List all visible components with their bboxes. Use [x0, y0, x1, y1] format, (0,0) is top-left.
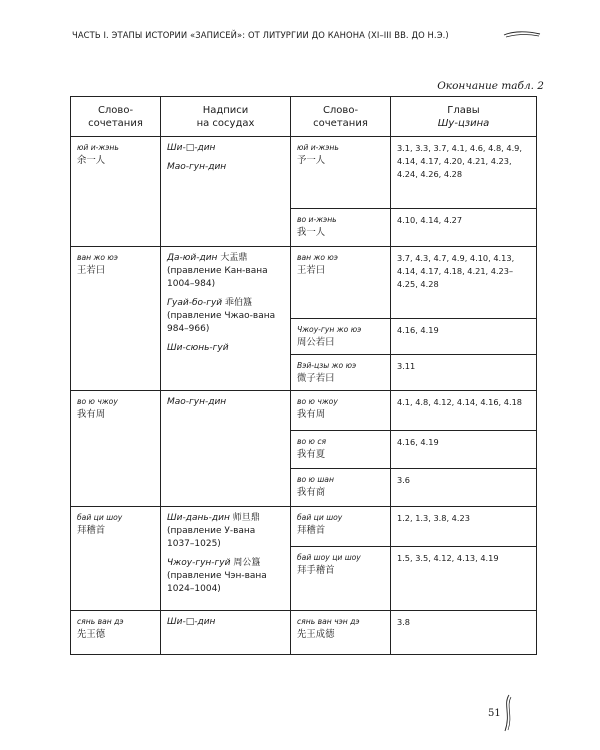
table-row: [71, 391, 537, 431]
page-flourish-icon: [501, 694, 513, 732]
phrase-cell: во ю чжоу 我有周: [71, 391, 161, 507]
chapters-cell: 3.6: [391, 469, 537, 507]
sub-phrase-cell: во ю чжоу 我有周: [291, 391, 391, 431]
comparison-table: [70, 96, 537, 655]
chapters-cell: 1.2, 1.3, 3.8, 4.23: [391, 507, 537, 547]
table-row: [71, 611, 537, 655]
table-row: [71, 507, 537, 547]
table-caption: Окончание табл. 2: [437, 80, 544, 92]
vessel-cell: Ши-дань-дин 师旦鼎 (правление У-вана 1037–1025) Чжоу-гун-гуй 周公簋 (правление Чэн-вана 1024–1004): [161, 507, 291, 611]
chapters-cell: 3.11: [391, 355, 537, 391]
chapters-cell: 1.5, 3.5, 4.12, 4.13, 4.19: [391, 547, 537, 611]
running-header: [72, 30, 542, 46]
sub-phrase-cell: бай шоу ци шоу 拜手稽首: [291, 547, 391, 611]
vessel-cell: Мао-гун-дин: [161, 391, 291, 507]
page-number: 51: [488, 708, 501, 719]
header-vessel-inscriptions: Надписи на сосудах: [161, 97, 291, 137]
sub-phrase-cell: юй и-жэнь 予一人: [291, 137, 391, 209]
phrase-cell: ван жо юэ 王若曰: [71, 247, 161, 391]
table-row: [71, 137, 537, 209]
sub-phrase-cell: ван жо юэ 王若曰: [291, 247, 391, 319]
vessel-cell: Ши-□-дин Мао-гун-дин: [161, 137, 291, 247]
vessel-cell: Ши-□-дин: [161, 611, 291, 655]
header-phrases-shujing: Слово- сочетания: [291, 97, 391, 137]
chapters-cell: 4.1, 4.8, 4.12, 4.14, 4.16, 4.18: [391, 391, 537, 431]
swash-ornament-icon: [503, 30, 541, 40]
chapters-cell: 4.10, 4.14, 4.27: [391, 209, 537, 247]
sub-phrase-cell: Вэй-цзы жо юэ 微子若曰: [291, 355, 391, 391]
header-phrases: Слово- сочетания: [71, 97, 161, 137]
sub-phrase-cell: во ю шан 我有商: [291, 469, 391, 507]
phrase-cell: юй и-жэнь 余一人: [71, 137, 161, 247]
header-shujing-chapters: Главы Шу-цзина: [391, 97, 537, 137]
sub-phrase-cell: Чжоу-гун жо юэ 周公若曰: [291, 319, 391, 355]
sub-phrase-cell: бай ци шоу 拜稽首: [291, 507, 391, 547]
table-row: [71, 247, 537, 319]
sub-phrase-cell: во ю ся 我有夏: [291, 431, 391, 469]
table-header-row: [71, 97, 537, 137]
chapters-cell: 4.16, 4.19: [391, 431, 537, 469]
sub-phrase-cell: сянь ван чэн дэ 先王成德: [291, 611, 391, 655]
sub-phrase-cell: во и-жэнь 我一人: [291, 209, 391, 247]
chapters-cell: 3.1, 3.3, 3.7, 4.1, 4.6, 4.8, 4.9, 4.14, 4.17, 4.20, 4.21, 4.23, 4.24, 4.26, 4.28: [391, 137, 537, 209]
chapters-cell: 3.8: [391, 611, 537, 655]
chapters-cell: 3.7, 4.3, 4.7, 4.9, 4.10, 4.13, 4.14, 4.17, 4.18, 4.21, 4.23–4.25, 4.28: [391, 247, 537, 319]
vessel-cell: Да-юй-дин 大盂鼎 (правление Кан-вана 1004–984) Гуай-бо-гуй 乖伯簋 (правление Чжао-вана 984–966) Ши-сюнь-гуй: [161, 247, 291, 391]
running-header-text: ЧАСТЬ I. ЭТАПЫ ИСТОРИИ «ЗАПИСЕЙ»: ОТ ЛИТУРГИИ ДО КАНОНА (XI–III ВВ. ДО Н.Э.): [72, 30, 449, 40]
chapters-cell: 4.16, 4.19: [391, 319, 537, 355]
phrase-cell: бай ци шоу 拜稽首: [71, 507, 161, 611]
phrase-cell: сянь ван дэ 先王德: [71, 611, 161, 655]
